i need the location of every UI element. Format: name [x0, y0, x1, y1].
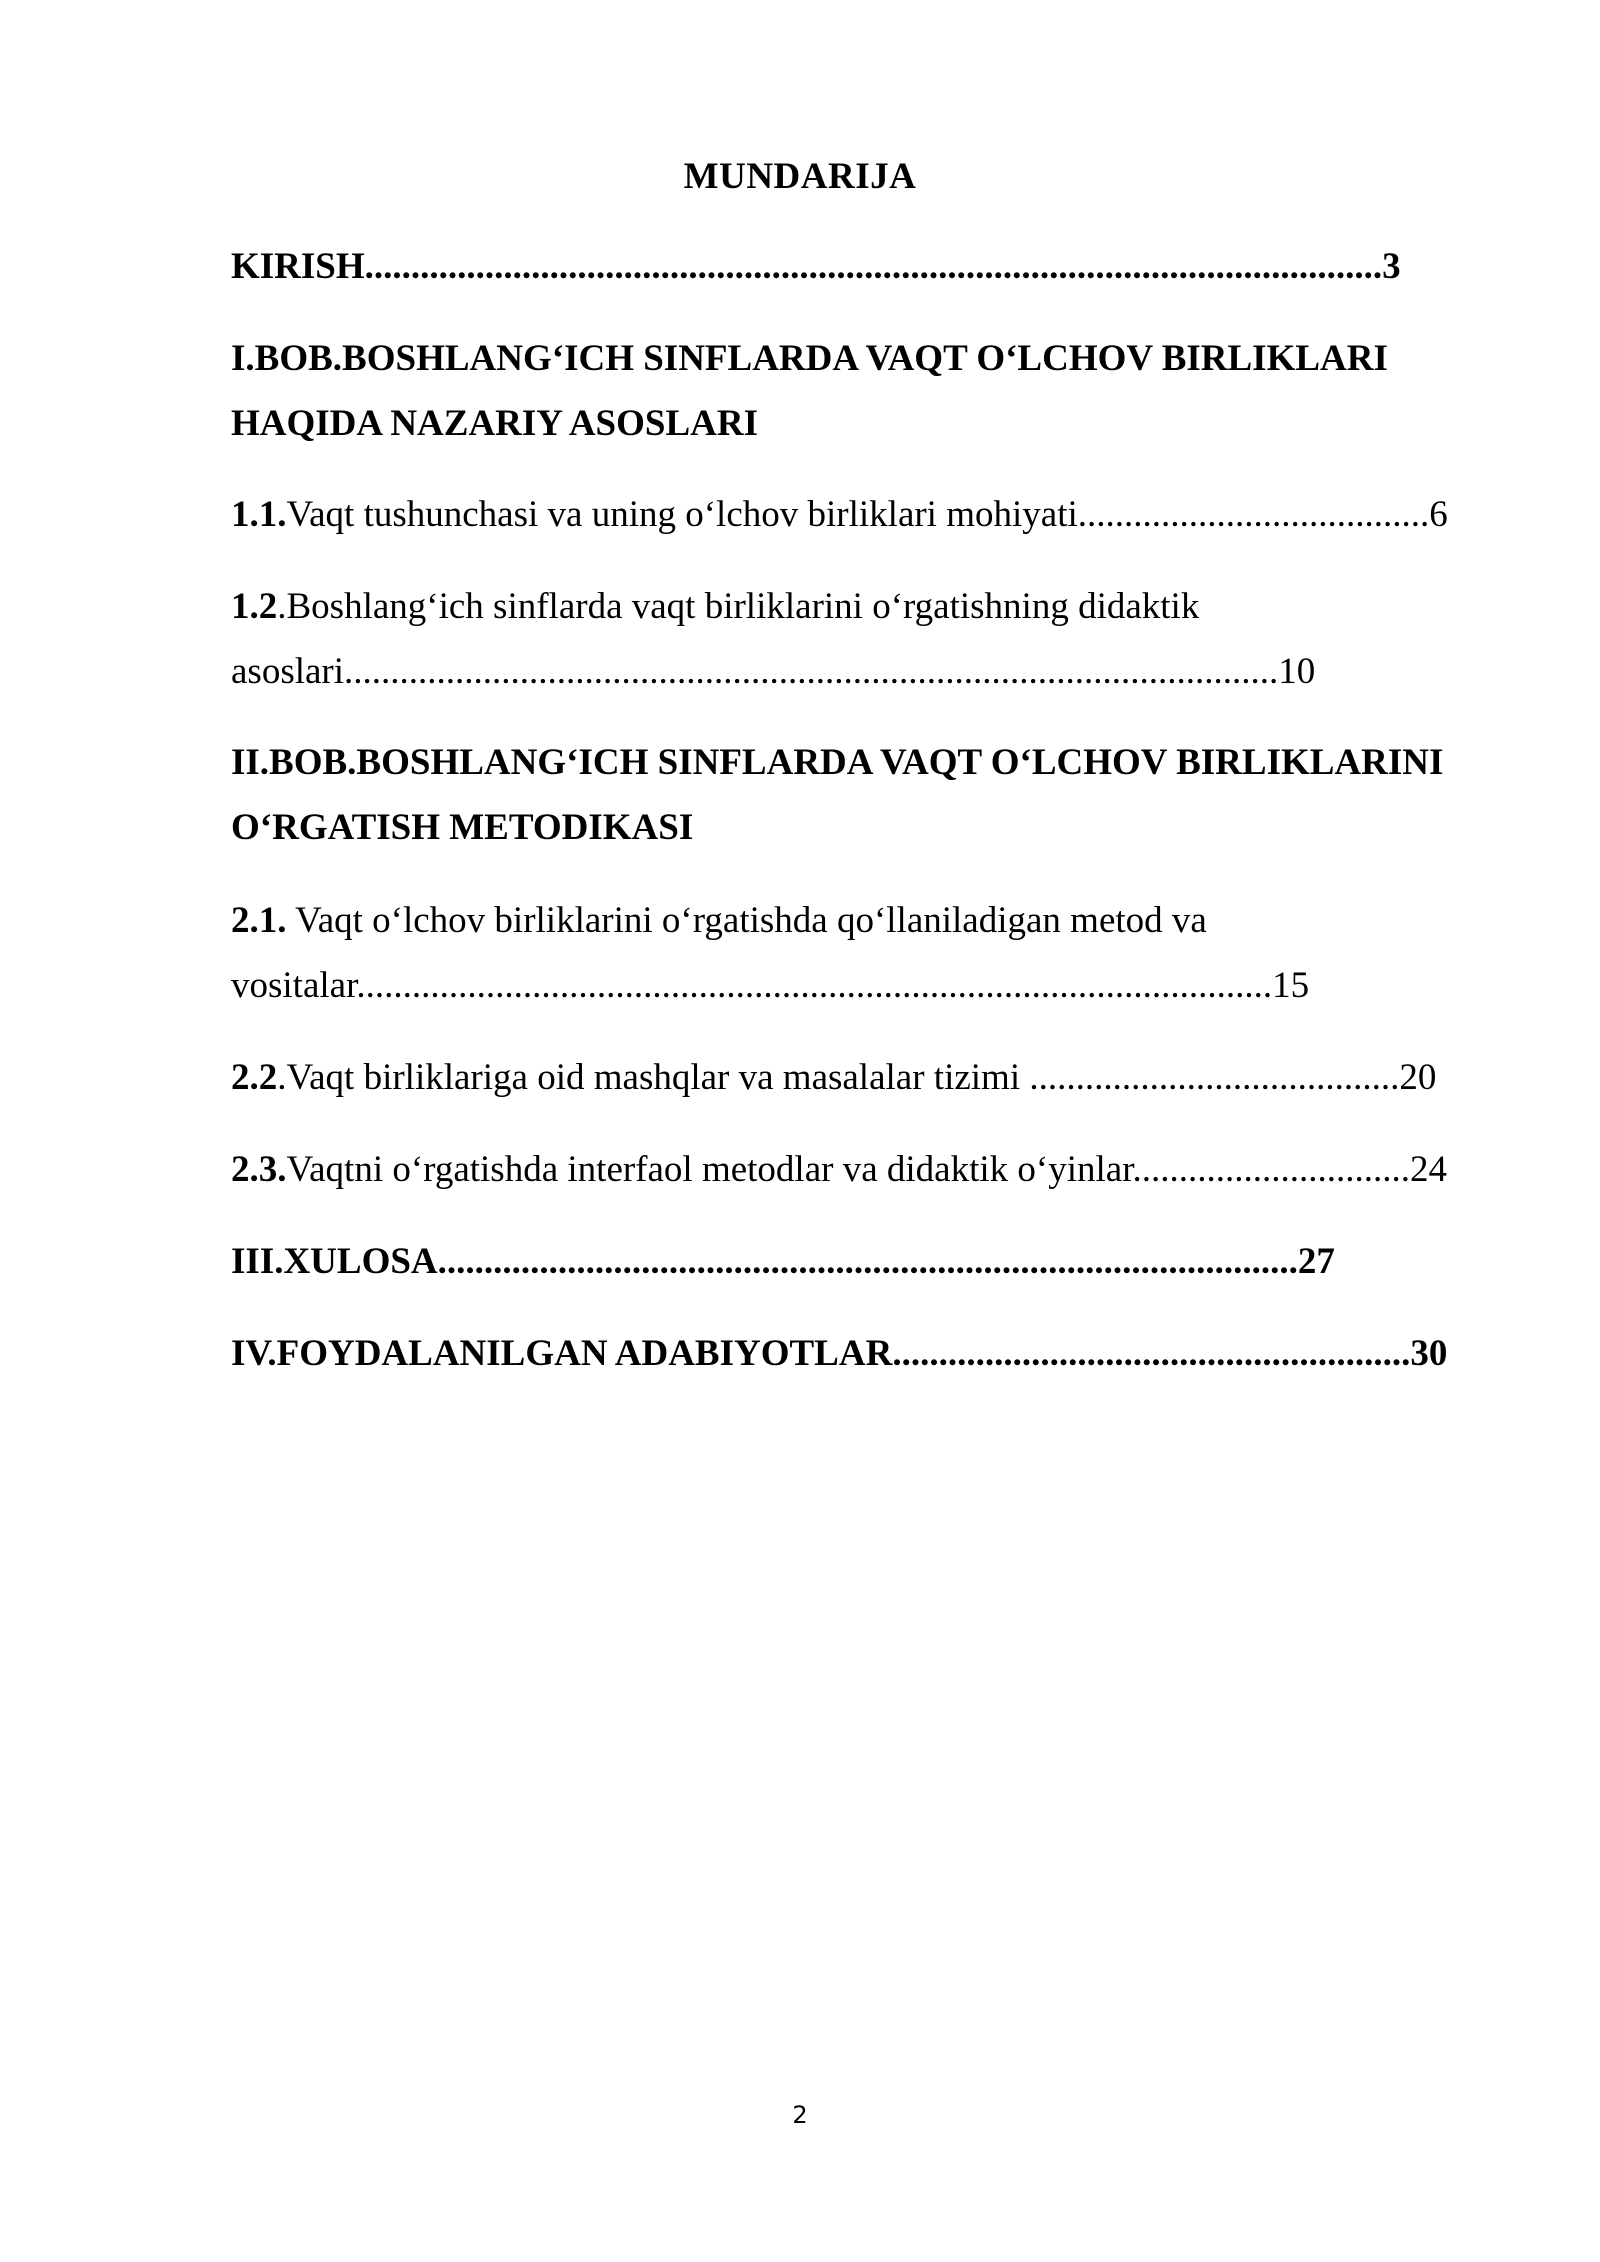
toc-entry-page: 30 [1410, 1333, 1448, 1374]
toc-entry-xulosa [231, 1237, 1335, 1287]
toc-leader-dots: ............................................................................................. [437, 1241, 1298, 1282]
toc-entry-1-1 [231, 490, 1448, 540]
toc-entry-text: Vaqt o‘lchov birliklarini o‘rgatishda qo‘llaniladigan metod va [286, 900, 1207, 941]
toc-entry-text: asoslari [231, 651, 345, 692]
toc-entry-page: 15 [1272, 965, 1310, 1006]
toc-chapter-1-line-2: HAQIDA NAZARIY ASOSLARI [231, 403, 759, 444]
toc-chapter-2-line-2: O‘RGATISH METODIKASI [231, 807, 694, 848]
toc-entry-kirish [231, 242, 1401, 292]
toc-entry-2-1-line-2 [231, 961, 1309, 1011]
page-number: 2 [792, 2101, 808, 2129]
toc-entry-2-1-line-1 [231, 896, 1207, 946]
toc-section-number: 2.2 [231, 1057, 278, 1098]
toc-leader-dots: ...................................... [1077, 494, 1430, 535]
toc-chapter-1-line-1: I.BOB.BOSHLANG‘ICH SINFLARDA VAQT O‘LCHOV BIRLIKLARI [231, 338, 1388, 379]
toc-entry-2-3 [231, 1145, 1447, 1195]
toc-section-number: 1.2 [231, 586, 278, 627]
toc-entry-2-2 [231, 1053, 1436, 1103]
toc-entry-text: vositalar [231, 965, 357, 1006]
toc-entry-page: 24 [1409, 1149, 1447, 1190]
toc-entry-text: KIRISH [231, 246, 365, 287]
toc-entry-1-2-line-2 [231, 647, 1315, 697]
toc-section-number: 1.1. [231, 494, 287, 535]
toc-chapter-2-line-1: II.BOB.BOSHLANG‘ICH SINFLARDA VAQT O‘LCHOV BIRLIKLARINI [231, 742, 1444, 783]
toc-entry-page: 10 [1278, 651, 1316, 692]
toc-section-number: 2.1. [231, 900, 287, 941]
toc-leader-dots: ................................................................................................... [356, 965, 1273, 1006]
toc-entry-text: .Vaqt birliklariga oid mashqlar va masalalar tizimi [277, 1057, 1030, 1098]
toc-entry-text: III.XULOSA [231, 1241, 438, 1282]
toc-entry-page: 6 [1429, 494, 1448, 535]
toc-entry-page: 20 [1399, 1057, 1437, 1098]
toc-entry-text: Vaqtni o‘rgatishda interfaol metodlar va didaktik o‘yinlar [286, 1149, 1133, 1190]
toc-section-number: 2.3. [231, 1149, 287, 1190]
toc-entry-text: Vaqt tushunchasi va uning o‘lchov birliklari mohiyati [286, 494, 1078, 535]
toc-leader-dots: .............................. [1132, 1149, 1410, 1190]
toc-entry-page: 27 [1297, 1241, 1335, 1282]
toc-leader-dots: ........................................ [1029, 1057, 1400, 1098]
toc-leader-dots: .............................................................................................................. [364, 246, 1383, 287]
toc-leader-dots: ........................................................ [892, 1333, 1411, 1374]
toc-entry-adabiyotlar [231, 1329, 1447, 1379]
toc-title: MUNDARIJA [683, 156, 917, 197]
toc-entry-text: IV.FOYDALANILGAN ADABIYOTLAR [231, 1333, 893, 1374]
toc-entry-text: .Boshlang‘ich sinflarda vaqt birliklarini o‘rgatishning didaktik [277, 586, 1200, 627]
toc-entry-1-2-line-1 [231, 582, 1199, 632]
toc-entry-page: 3 [1382, 246, 1401, 287]
toc-leader-dots: ..................................................................................................... [344, 651, 1279, 692]
